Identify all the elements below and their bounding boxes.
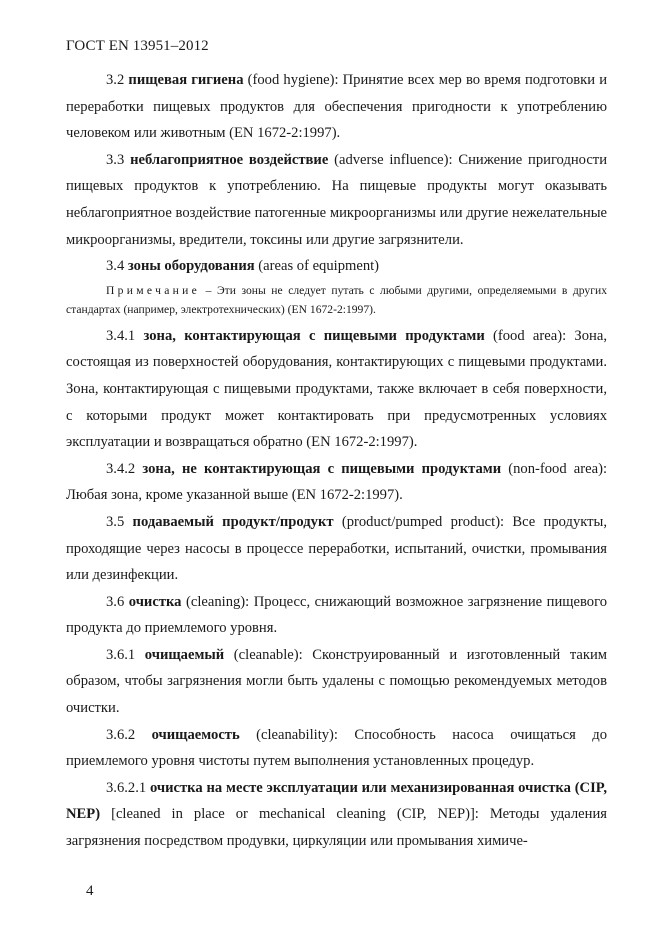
section-term: очистка на месте эксплуатации или механизированная очистка (CIP, NEP): [66, 779, 607, 823]
page-number: 4: [86, 883, 94, 899]
section-3-2: [66, 67, 607, 147]
section-3-6-1: [66, 642, 607, 722]
section-number: 3.6: [106, 593, 125, 610]
section-3-6-2-1: [66, 775, 607, 855]
section-number: 3.5: [106, 513, 125, 530]
section-number: 3.4.2: [106, 460, 136, 477]
section-text: [cleaned in place or mechanical cleaning (CIP, NEP)]: Методы удаления загрязнения посредством продувки, циркуляции или промывания химиче-: [66, 806, 607, 850]
section-term: неблагоприятное воздействие: [130, 151, 329, 168]
section-term: зона, контактирующая с пищевыми продуктами: [143, 327, 485, 344]
section-text: (cleanable): Сконструированный и изготовленный таким образом, чтобы загрязнения могли быть удалены с помощью рекомендуемых методов очистки.: [66, 646, 607, 717]
section-3-6-2: [66, 722, 607, 775]
section-3-4-2: [66, 456, 607, 509]
section-3-4-1: [66, 323, 607, 456]
note: [66, 281, 607, 320]
document-header: ГОСТ EN 13951–2012: [66, 38, 209, 54]
note-text: – Эти зоны не следует путать с любыми другими, определяемыми в других стандартах (например, электротехнических) (EN 1672-2:1997).: [66, 283, 607, 317]
section-text: (adverse influence): Снижение пригодности пищевых продуктов к употреблению. На пищевые продукты могут оказывать неблагоприятное воздействие патогенные микроорганизмы или другие нежелательные микроорганизмы, вредители, токсины или другие загрязнители.: [66, 151, 607, 248]
document-body: [66, 67, 607, 855]
section-text: (cleanability): Способность насоса очищаться до приемлемого уровня чистоты путем выполнения установленных процедур.: [66, 726, 607, 770]
section-number: 3.3: [106, 151, 125, 168]
note-label: Примечание: [106, 283, 201, 297]
section-text: (food hygiene): Принятие всех мер во время подготовки и переработки пищевых продуктов для обеспечения пригодности к употреблению человеком или животным (EN 1672-2:1997).: [66, 72, 608, 142]
section-number: 3.6.1: [106, 646, 136, 663]
section-text: (cleaning): Процесс, снижающий возможное загрязнение пищевого продукта до приемлемого уровня.: [66, 593, 607, 637]
section-term: очищаемый: [144, 646, 225, 663]
section-term: зона, не контактирующая с пищевыми продуктами: [142, 460, 502, 477]
section-3-3: [66, 147, 607, 253]
section-term: очищаемость: [151, 726, 240, 743]
section-3-4: [66, 253, 607, 280]
section-term: подаваемый продукт/продукт: [132, 513, 334, 530]
section-term: зоны оборудования: [127, 258, 255, 275]
section-text: (product/pumped product): Все продукты, проходящие через насосы в процессе переработки, испытаний, очистки, промывания или дезинфекции.: [66, 513, 607, 584]
section-number: 3.6.2.1: [106, 779, 147, 796]
section-text: (areas of equipment): [254, 258, 380, 275]
section-number: 3.4: [106, 258, 125, 275]
section-number: 3.4.1: [106, 327, 136, 344]
section-3-6: [66, 589, 607, 642]
section-term: очистка: [128, 593, 182, 610]
section-text: (food area): Зона, состоящая из поверхностей оборудования, контактирующих с пищевыми продуктами. Зона, контактирующая с пищевыми продуктами, также включает в себя поверхности, с которыми продукт может контактировать при предусмотренных условиях эксплуатации и возвращаться обратно (EN 1672-2:1997).: [66, 327, 607, 451]
section-term: пищевая гигиена: [128, 72, 244, 88]
section-number: 3.2: [106, 72, 125, 88]
section-text: (non-food area): Любая зона, кроме указанной выше (EN 1672-2:1997).: [66, 460, 607, 504]
section-3-5: [66, 509, 607, 589]
section-number: 3.6.2: [106, 726, 136, 743]
